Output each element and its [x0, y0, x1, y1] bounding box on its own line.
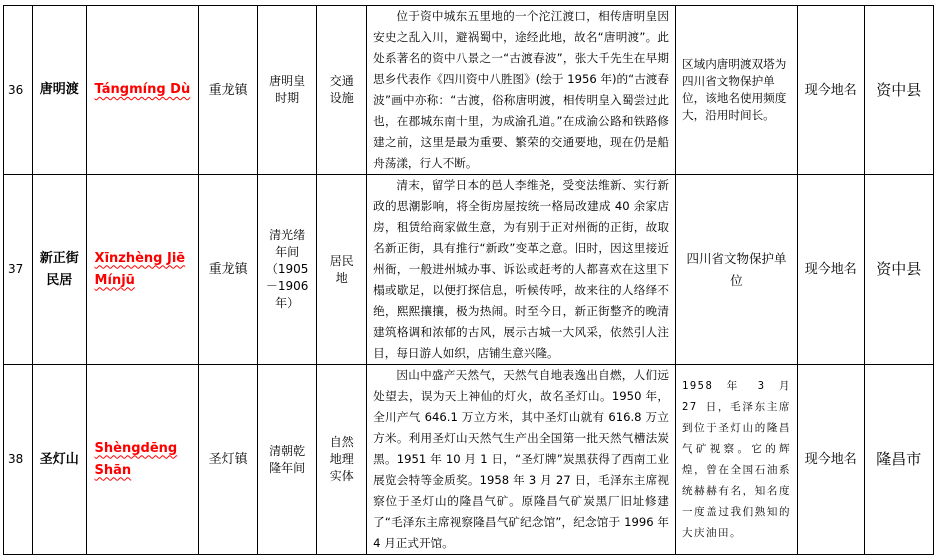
table-row	[4, 175, 934, 365]
county: 资中县	[864, 175, 933, 365]
status: 现今地名	[798, 6, 864, 175]
place-name-table	[3, 5, 934, 555]
row-number: 37	[4, 175, 33, 365]
row-number: 38	[4, 365, 33, 555]
description: 因山中盛产天然气，天然气自地表逸出自燃，人们远处望去，误为天上神仙的灯火，故名圣灯山。1950 年，全川产气 646.1 万立方米，其中圣灯山就有 616.8 万立方米。利用圣灯山天然气生产出全国第一批天然气槽法炭黑。1951 年 10 月 1 日，“圣灯牌”炭黑获得了西南工业展览会特等金质奖。1958 年 3 月 27 日，毛泽东主席视察位于圣灯山的隆昌气矿。原隆昌气矿炭黑厂旧址修建了“毛泽东主席视察隆昌气矿纪念馆”，纪念馆于 1996 年 4 月正式开馆。	[367, 365, 676, 555]
status: 现今地名	[798, 365, 864, 555]
county: 隆昌市	[864, 365, 933, 555]
town: 圣灯镇	[199, 365, 258, 555]
category: 交通设施	[317, 6, 367, 175]
town: 重龙镇	[199, 6, 258, 175]
period: 清光绪年间（1905－1906年）	[257, 175, 317, 365]
table-row	[4, 365, 934, 555]
description: 清末，留学日本的邑人李维尧，受变法维新、实行新政的思潮影响，将全街房屋按统一格局改建成 40 余家店房，租赁给商家做生意，为有别于正对州衙的正街，故取名新正街，具有推行“新政”变革之意。旧时，因这里接近州衙，一般进州城办事、诉讼或赶考的人都喜欢在这里下榻或歇足，以便打探信息，听候传呼，故来往的人络绎不绝，熙熙攘攘，极为热闹。时至今日，新正街整齐的晚清建筑格调和浓郁的古风，展示古城一大风采，依然引人注目，每日游人如织，店铺生意兴隆。	[367, 175, 676, 365]
place-name: 圣灯山	[32, 365, 86, 555]
pinyin	[86, 175, 199, 365]
pinyin-text: Shèngdēng Shān	[94, 440, 178, 478]
protection-note: 区域内唐明渡双塔为四川省文物保护单位，该地名使用频度大，沿用时间长。	[676, 6, 798, 175]
pinyin	[86, 365, 199, 555]
pinyin-text: Xīnzhèng Jiē Mínjū	[94, 250, 186, 288]
pinyin	[86, 6, 199, 175]
row-number: 36	[4, 6, 33, 175]
period: 清朝乾隆年间	[257, 365, 317, 555]
protection-note: 1958 年 3 月 27 日，毛泽东主席到位于圣灯山的隆昌气矿视察。它的辉煌，曾在全国石油系统赫赫有名，知名度一度盖过我们熟知的大庆油田。	[676, 365, 798, 555]
description: 位于资中城东五里地的一个沱江渡口，相传唐明皇因安史之乱入川，避祸蜀中，途经此地，故名“唐明渡”。此处系著名的资中八景之一“古渡春波”，张大千先生在早期思乡代表作《四川资中八胜图》(绘于 1956 年)的“古渡春波”画中亦称：“古渡，俗称唐明渡，相传明皇入蜀尝过此也，在郡城东南十里，为成渝孔道。”在成渝公路和铁路修建之前，这里是最为重要、繁荣的交通要地，现在仍是船舟荡漾，行人不断。	[367, 6, 676, 175]
category: 自然地理实体	[317, 365, 367, 555]
place-name: 新正街民居	[32, 175, 86, 365]
pinyin-text: Tángmíng Dù	[94, 82, 191, 97]
protection-note: 四川省文物保护单位	[676, 175, 798, 365]
category: 居民地	[317, 175, 367, 365]
status: 现今地名	[798, 175, 864, 365]
table-row	[4, 6, 934, 175]
town: 重龙镇	[199, 175, 258, 365]
county: 资中县	[864, 6, 933, 175]
place-name: 唐明渡	[32, 6, 86, 175]
period: 唐明皇时期	[257, 6, 317, 175]
